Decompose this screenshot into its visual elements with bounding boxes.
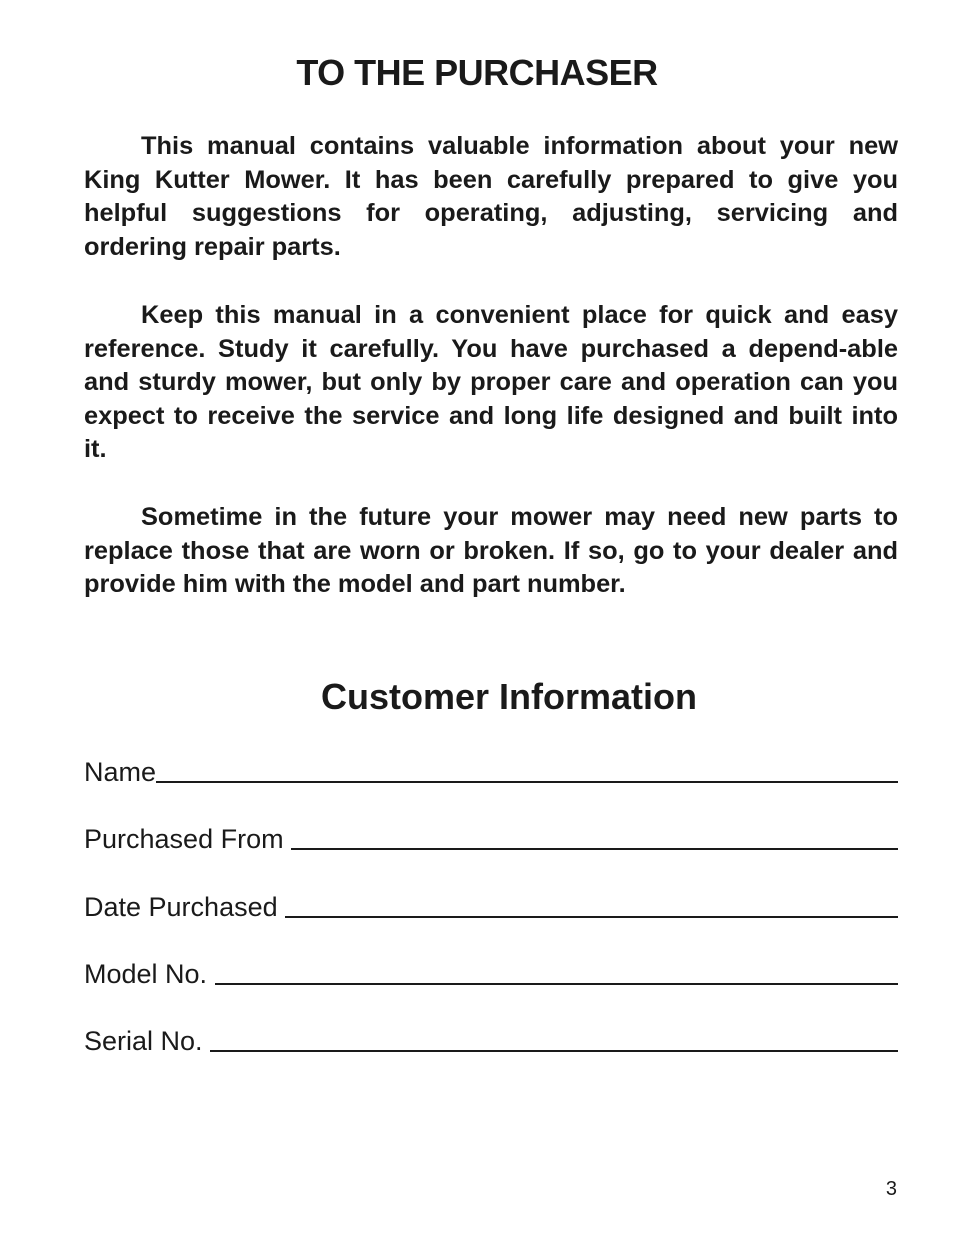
date-purchased-blank-line[interactable] [285, 916, 898, 918]
serial-number-field[interactable] [84, 1023, 898, 1057]
page-title: TO THE PURCHASER [296, 52, 658, 93]
model-number-blank-line[interactable] [215, 983, 898, 985]
intro-paragraph-1: This manual contains valuable information about your new King Kutter Mower. It has been carefully prepared to give you helpful suggestions for operating, adjusting, servicing and ordering repair parts. [84, 132, 898, 261]
customer-information-heading: Customer Information [320, 676, 697, 717]
intro-paragraph-2: Keep this manual in a convenient place for quick and easy reference. Study it carefully. You have purchased a depend-able and sturdy mower, but only by proper care and operation can you expect to receive the service and long life designed and built into it. [84, 301, 898, 464]
purchased-from-blank-line[interactable] [291, 848, 898, 850]
intro-paragraph-3: Sometime in the future your mower may need new parts to replace those that are worn or broken. If so, go to your dealer and provide him with the model and part number. [84, 503, 898, 599]
name-label: Name [84, 757, 157, 787]
purchased-from-field[interactable] [84, 821, 898, 855]
name-field[interactable] [84, 754, 898, 788]
name-blank-line[interactable] [156, 781, 898, 783]
date-purchased-field[interactable] [84, 889, 898, 923]
purchased-from-label: Purchased From [84, 824, 292, 854]
serial-number-label: Serial No. [84, 1026, 211, 1056]
date-purchased-label: Date Purchased [84, 892, 286, 922]
model-number-label: Model No. [84, 959, 215, 989]
serial-number-blank-line[interactable] [210, 1050, 898, 1052]
model-number-field[interactable] [84, 956, 898, 990]
page-number: 3 [885, 1178, 897, 1200]
